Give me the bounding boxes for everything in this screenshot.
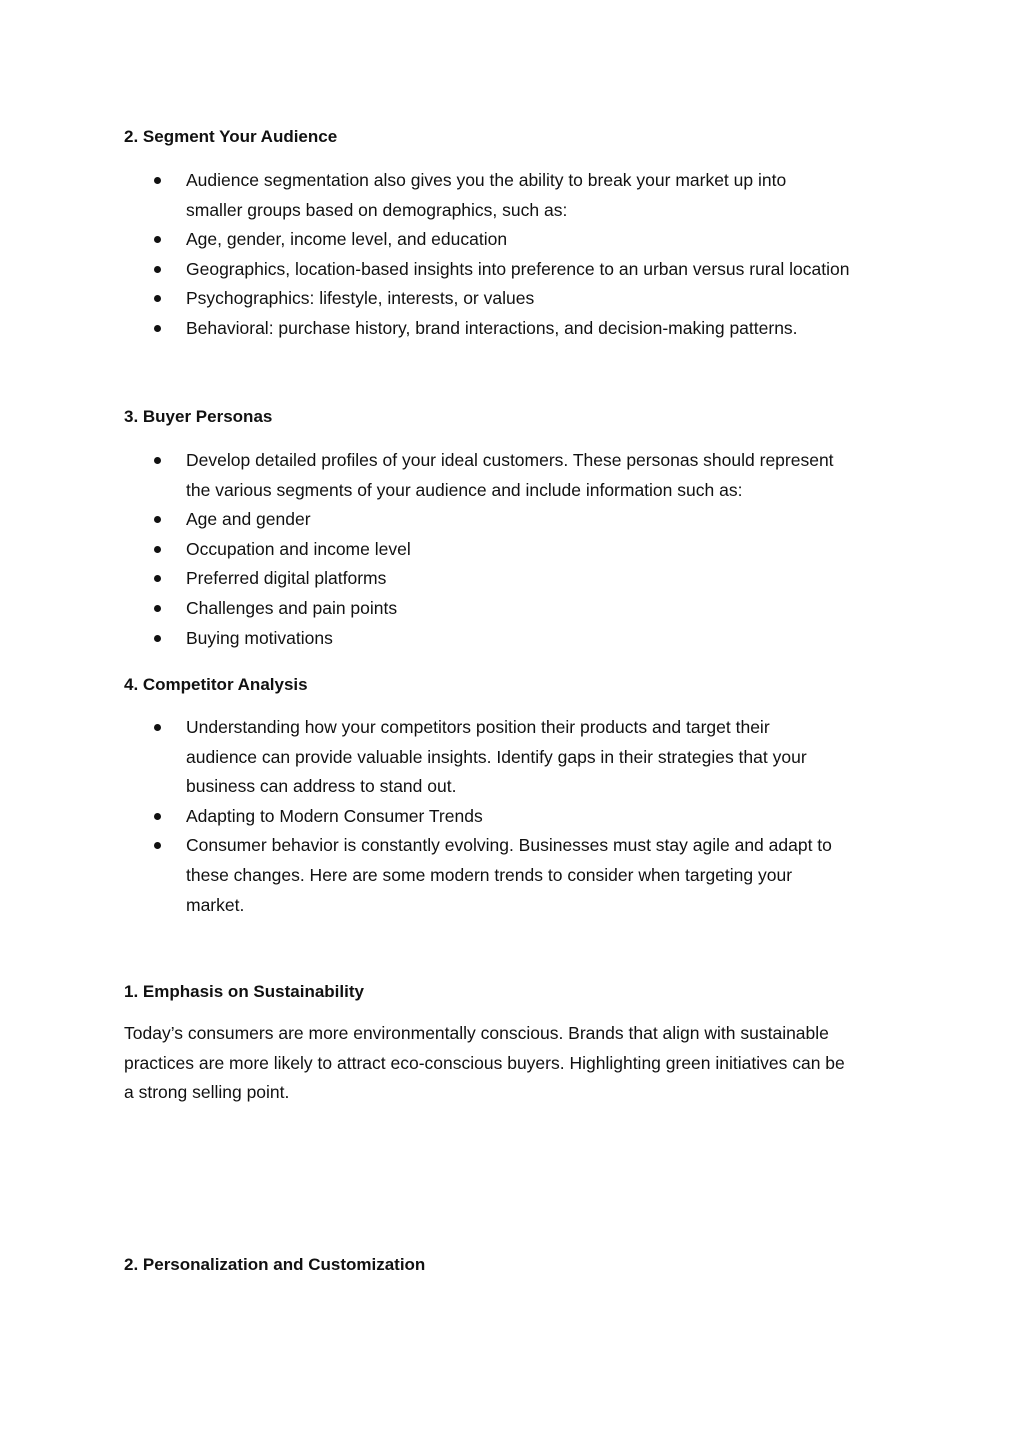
bullet-icon: [154, 546, 161, 553]
list-item: [154, 535, 914, 565]
bullet-icon: [154, 325, 161, 332]
list-item-text: Psychographics: lifestyle, interests, or values: [186, 288, 535, 309]
list-item: [154, 594, 914, 624]
list-item-text: Age, gender, income level, and education: [186, 229, 508, 250]
bullet-icon: [154, 575, 161, 582]
list-item: [154, 446, 914, 505]
paragraph-line: Today’s consumers are more environmentally conscious. Brands that align with sustainable: [124, 1023, 829, 1043]
list-item-text: smaller groups based on demographics, such as:: [186, 199, 568, 220]
list-item: [154, 831, 914, 920]
list-item: [154, 284, 914, 314]
list-item-text: the various segments of your audience and include information such as:: [186, 479, 743, 500]
list-item-text: Audience segmentation also gives you the ability to break your market up into: [186, 170, 787, 190]
paragraph-line: practices are more likely to attract eco-conscious buyers. Highlighting green initiatives can be: [124, 1052, 845, 1073]
list-item: [154, 505, 914, 535]
list-item-text: Preferred digital platforms: [186, 568, 387, 589]
bullet-icon: [154, 635, 161, 642]
list-item-text: Understanding how your competitors position their products and target their: [186, 717, 770, 737]
list-item: [154, 314, 914, 344]
list-item-text: market.: [186, 894, 245, 915]
list-item-text: Behavioral: purchase history, brand interactions, and decision-making patterns.: [186, 317, 798, 338]
list-item-text: Buying motivations: [186, 627, 333, 648]
bullet-icon: [154, 605, 161, 612]
bullet-icon: [154, 842, 161, 849]
list-item-text: Age and gender: [186, 509, 311, 530]
list-item: [154, 802, 914, 832]
list-item-text: Adapting to Modern Consumer Trends: [186, 805, 483, 826]
bullet-list-segment: [154, 166, 914, 344]
list-item-text: Consumer behavior is constantly evolving. Businesses must stay agile and adapt to: [186, 835, 832, 856]
list-item: [154, 564, 914, 594]
bullet-icon: [154, 266, 161, 273]
heading-personalization-and-customization: 2. Personalization and Customization: [124, 1255, 426, 1274]
bullet-icon: [154, 516, 161, 523]
list-item: [154, 166, 914, 225]
heading-segment-your-audience: 2. Segment Your Audience: [124, 127, 338, 146]
bullet-icon: [154, 295, 161, 302]
bullet-icon: [154, 813, 161, 820]
list-item-text: Geographics, location-based insights into preference to an urban versus rural location: [186, 258, 850, 279]
bullet-icon: [154, 724, 161, 731]
bullet-icon: [154, 177, 161, 184]
paragraph-line: a strong selling point.: [124, 1082, 290, 1103]
bullet-icon: [154, 236, 161, 243]
heading-buyer-personas: 3. Buyer Personas: [124, 407, 273, 426]
list-item-text: audience can provide valuable insights. Identify gaps in their strategies that your: [186, 746, 807, 767]
list-item-text: Develop detailed profiles of your ideal customers. These personas should represent: [186, 450, 834, 470]
paragraph-sustainability: [124, 1019, 914, 1108]
list-item-text: Occupation and income level: [186, 538, 411, 559]
bullet-list-competitor: [154, 713, 914, 920]
bullet-icon: [154, 457, 161, 464]
list-item-text: business can address to stand out.: [186, 776, 457, 797]
list-item-text: Challenges and pain points: [186, 597, 398, 618]
list-item: [154, 225, 914, 255]
heading-competitor-analysis: 4. Competitor Analysis: [124, 675, 308, 694]
heading-emphasis-on-sustainability: 1. Emphasis on Sustainability: [124, 982, 364, 1001]
list-item-text: these changes. Here are some modern trends to consider when targeting your: [186, 864, 793, 885]
list-item: [154, 624, 914, 654]
list-item: [154, 713, 914, 802]
bullet-list-personas: [154, 446, 914, 653]
list-item: [154, 255, 914, 285]
